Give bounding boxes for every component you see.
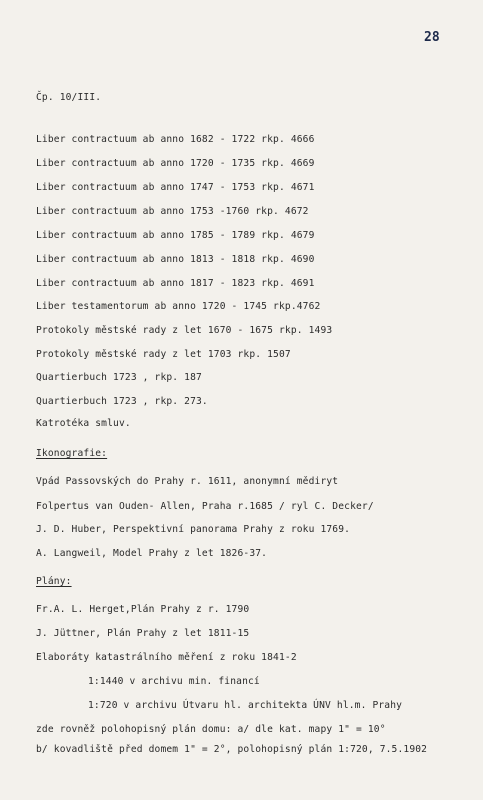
- record-line: Liber contractuum ab anno 1720 - 1735 rkp. 4669: [36, 158, 315, 169]
- record-line: Quartierbuch 1723 , rkp. 187: [36, 372, 202, 383]
- plans-item: J. Jüttner, Plán Prahy z let 1811-15: [36, 628, 250, 639]
- iconography-title: Ikonografie:: [36, 448, 108, 459]
- record-line: Katrotéka smluv.: [36, 418, 131, 429]
- record-line: Liber contractuum ab anno 1682 - 1722 rkp. 4666: [36, 134, 315, 145]
- record-line: Liber testamentorum ab anno 1720 - 1745 rkp.4762: [36, 301, 321, 312]
- record-line: Liber contractuum ab anno 1747 - 1753 rkp. 4671: [36, 182, 315, 193]
- plans-item: zde rovněž polohopisný plán domu: a/ dle kat. mapy 1" = 10°: [36, 724, 386, 735]
- heading: Čp. 10/III.: [36, 92, 102, 103]
- page-number: 28: [424, 30, 440, 45]
- plans-item: 1:1440 v archivu min. financí: [88, 676, 260, 687]
- iconography-item: Folpertus van Ouden- Allen, Praha r.1685 / ryl C. Decker/: [36, 501, 374, 512]
- record-line: Liber contractuum ab anno 1753 -1760 rkp. 4672: [36, 206, 309, 217]
- record-line: Liber contractuum ab anno 1785 - 1789 rkp. 4679: [36, 230, 315, 241]
- plans-item: b/ kovadliště před domem 1" = 2°, polohopisný plán 1:720, 7.5.1902: [36, 744, 428, 755]
- record-line: Liber contractuum ab anno 1813 - 1818 rkp. 4690: [36, 254, 315, 265]
- record-line: Liber contractuum ab anno 1817 - 1823 rkp. 4691: [36, 278, 315, 289]
- plans-item: Fr.A. L. Herget,Plán Prahy z r. 1790: [36, 604, 250, 615]
- record-line: Protokoly městské rady z let 1703 rkp. 1507: [36, 349, 291, 360]
- iconography-item: J. D. Huber, Perspektivní panorama Prahy z roku 1769.: [36, 524, 351, 535]
- iconography-item: Vpád Passovských do Prahy r. 1611, anonymní mědiryt: [36, 476, 339, 487]
- plans-title: Plány:: [36, 576, 72, 587]
- plans-item: 1:720 v archivu Útvaru hl. architekta ÚNV hl.m. Prahy: [88, 700, 403, 711]
- iconography-item: A. Langweil, Model Prahy z let 1826-37.: [36, 548, 268, 559]
- record-line: Protokoly městské rady z let 1670 - 1675 rkp. 1493: [36, 325, 333, 336]
- plans-item: Elaboráty katastrálního měření z roku 1841-2: [36, 652, 297, 663]
- record-line: Quartierbuch 1723 , rkp. 273.: [36, 396, 208, 407]
